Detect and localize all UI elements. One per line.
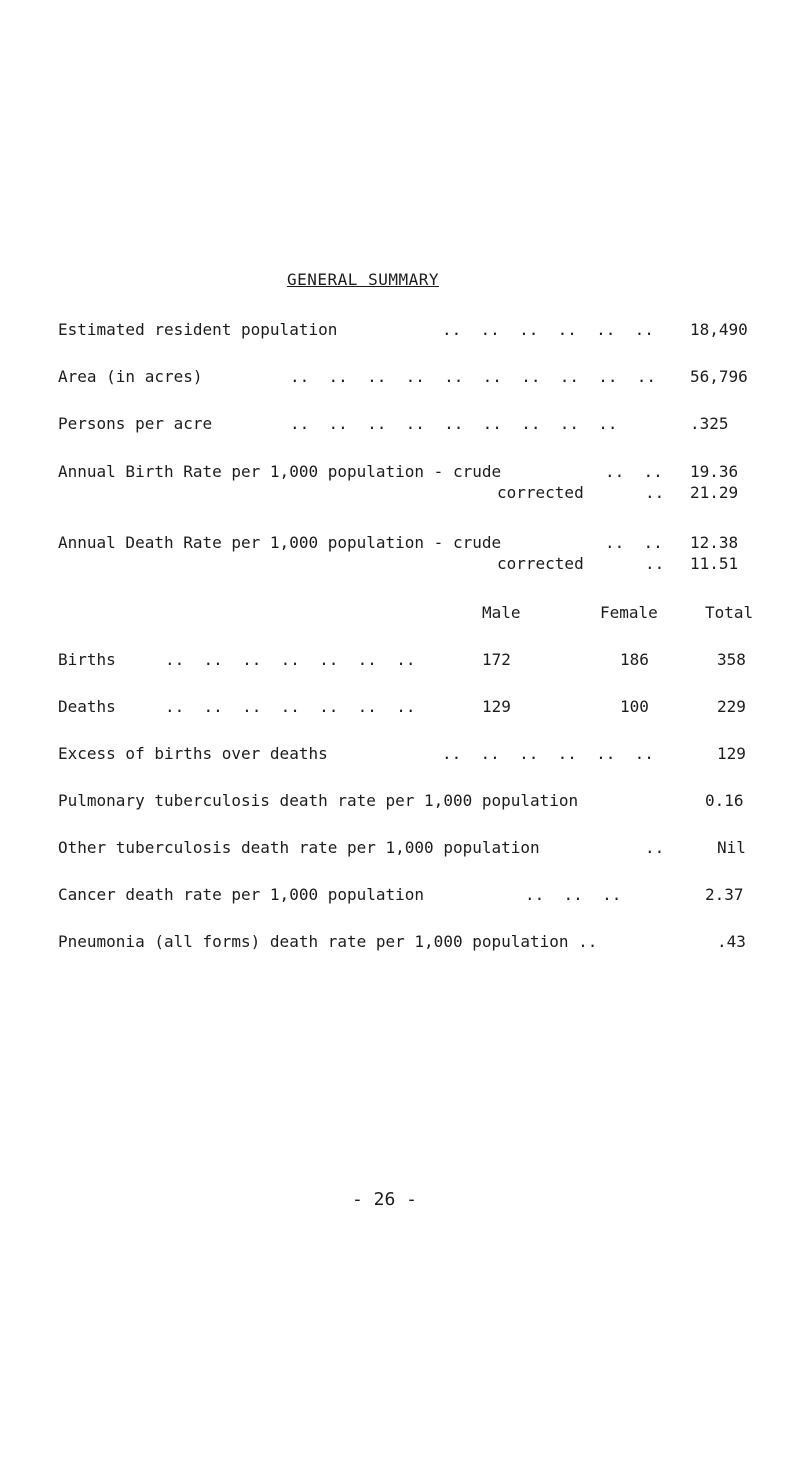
persons-leader: .. .. .. .. .. .. .. .. .. bbox=[290, 414, 618, 433]
pneumonia-value: .43 bbox=[717, 932, 746, 951]
excess-value: 129 bbox=[717, 744, 746, 763]
excess-leader: .. .. .. .. .. .. bbox=[442, 744, 654, 763]
births-male: 172 bbox=[482, 650, 511, 669]
deaths-label: Deaths bbox=[58, 697, 116, 716]
births-leader: .. .. .. .. .. .. .. bbox=[165, 650, 416, 669]
birth-rate-corrected-leader: .. bbox=[645, 483, 665, 502]
header-female: Female bbox=[600, 603, 658, 622]
deaths-total: 229 bbox=[717, 697, 746, 716]
persons-value: .325 bbox=[690, 414, 729, 433]
area-leader: .. .. .. .. .. .. .. .. .. .. bbox=[290, 367, 657, 386]
page-title: GENERAL SUMMARY bbox=[287, 270, 439, 289]
header-total: Total bbox=[705, 603, 754, 622]
area-value: 56,796 bbox=[690, 367, 748, 386]
population-label: Estimated resident population bbox=[58, 320, 338, 339]
birth-rate-corrected-value: 21.29 bbox=[690, 483, 739, 502]
header-male: Male bbox=[482, 603, 521, 622]
pulmonary-label: Pulmonary tuberculosis death rate per 1,000 population bbox=[58, 791, 579, 810]
population-leader: .. .. .. .. .. .. bbox=[442, 320, 654, 339]
pneumonia-label: Pneumonia (all forms) death rate per 1,000 population .. bbox=[58, 932, 598, 951]
deaths-leader: .. .. .. .. .. .. .. bbox=[165, 697, 416, 716]
population-value: 18,490 bbox=[690, 320, 748, 339]
cancer-leader: .. .. .. bbox=[525, 885, 622, 904]
death-rate-corrected-value: 11.51 bbox=[690, 554, 739, 573]
other-tb-label: Other tuberculosis death rate per 1,000 population bbox=[58, 838, 540, 857]
death-rate-leader: .. .. bbox=[605, 533, 663, 552]
death-rate-label: Annual Death Rate per 1,000 population - crude bbox=[58, 533, 502, 552]
births-female: 186 bbox=[620, 650, 649, 669]
deaths-male: 129 bbox=[482, 697, 511, 716]
pulmonary-value: 0.16 bbox=[705, 791, 744, 810]
birth-rate-leader: .. .. bbox=[605, 462, 663, 481]
persons-label: Persons per acre bbox=[58, 414, 213, 433]
cancer-value: 2.37 bbox=[705, 885, 744, 904]
death-rate-corrected-label: corrected bbox=[497, 554, 584, 573]
area-label: Area (in acres) bbox=[58, 367, 203, 386]
birth-rate-crude-value: 19.36 bbox=[690, 462, 739, 481]
birth-rate-corrected-label: corrected bbox=[497, 483, 584, 502]
birth-rate-label: Annual Birth Rate per 1,000 population - crude bbox=[58, 462, 502, 481]
cancer-label: Cancer death rate per 1,000 population bbox=[58, 885, 425, 904]
death-rate-crude-value: 12.38 bbox=[690, 533, 739, 552]
births-total: 358 bbox=[717, 650, 746, 669]
births-label: Births bbox=[58, 650, 116, 669]
deaths-female: 100 bbox=[620, 697, 649, 716]
other-tb-leader: .. bbox=[645, 838, 665, 857]
death-rate-corrected-leader: .. bbox=[645, 554, 665, 573]
other-tb-value: Nil bbox=[717, 838, 746, 857]
excess-label: Excess of births over deaths bbox=[58, 744, 328, 763]
page-number: - 26 - bbox=[352, 1189, 418, 1210]
